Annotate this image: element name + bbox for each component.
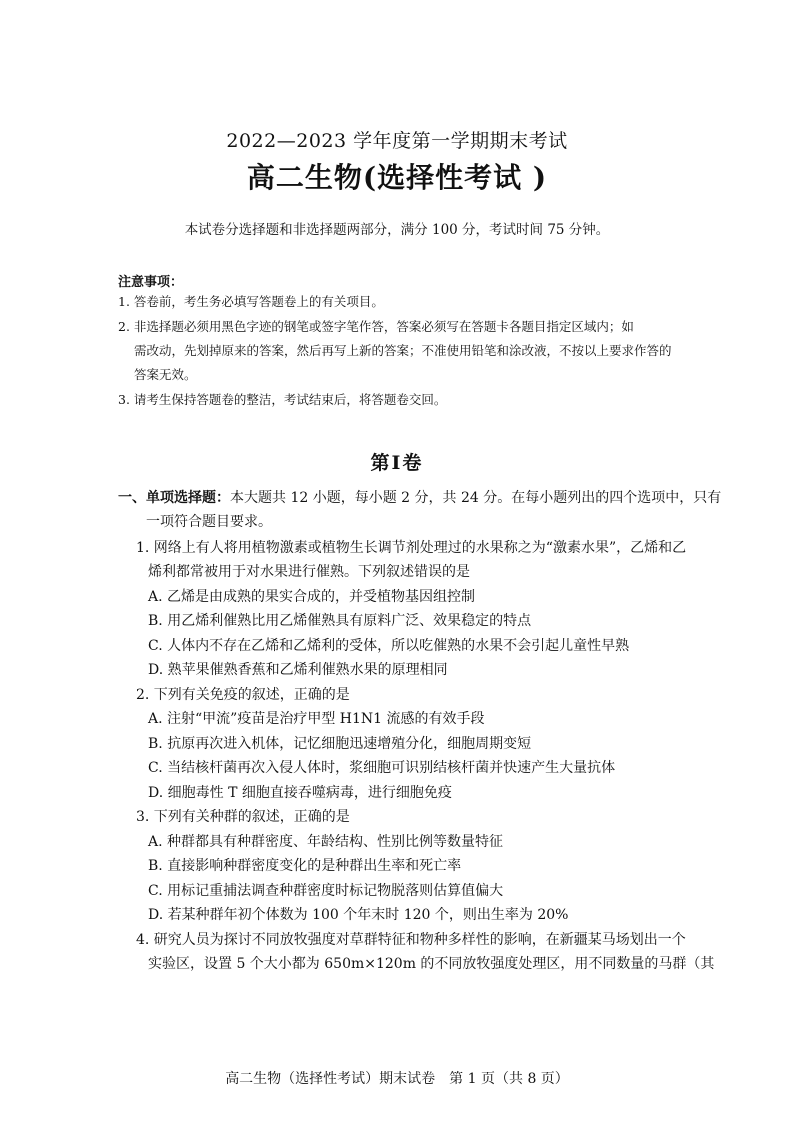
question-stem-cont: 实验区，设置 5 个大小都为 650m×120m 的不同放牧强度处理区，用不同数量的马群（其 [148, 956, 715, 972]
question-option: B. 直接影响种群密度变化的是种群出生率和死亡率 [148, 858, 462, 874]
question-option: B. 抗原再次进入机体，记忆细胞迅速增殖分化，细胞周期变短 [148, 736, 532, 752]
note-item: 1. 答卷前，考生务必填写答题卷上的有关项目。 [118, 294, 384, 309]
question-stem: 2. 下列有关免疫的叙述，正确的是 [136, 687, 350, 703]
notes-title: 注意事项： [118, 275, 184, 290]
exam-main-title: 高二生物(选择性考试 ) [246, 161, 548, 194]
page-footer: 高二生物（选择性考试）期末试卷 第 1 页（共 8 页） [225, 1071, 569, 1087]
question-option: C. 人体内不存在乙烯和乙烯利的受体，所以吃催熟的水果不会引起儿童性早熟 [148, 638, 630, 654]
question-stem-cont: 烯利都常被用于对水果进行催熟。下列叙述错误的是 [148, 564, 470, 580]
question-option: C. 当结核杆菌再次入侵人体时，浆细胞可识别结核杆菌并快速产生大量抗体 [148, 760, 616, 776]
section-title: 第Ⅰ卷 [370, 452, 424, 474]
exam-intro: 本试卷分选择题和非选择题两部分，满分 100 分，考试时间 75 分钟。 [184, 222, 610, 238]
section-heading-cont: 一项符合题目要求。 [146, 514, 272, 530]
question-option: A. 种群都具有种群密度、年龄结构、性别比例等数量特征 [148, 834, 504, 850]
question-stem: 3. 下列有关种群的叙述，正确的是 [136, 809, 350, 825]
question-option: D. 熟苹果催熟香蕉和乙烯利催熟水果的原理相同 [148, 662, 448, 678]
section-heading: 一、单项选择题：本大题共 12 小题，每小题 2 分，共 24 分。在每小题列出的四个选项中，只有 [118, 490, 722, 506]
question-option: A. 乙烯是由成熟的果实合成的，并受植物基因组控制 [148, 589, 476, 605]
question-stem: 4. 研究人员为探讨不同放牧强度对草群特征和物种多样性的影响，在新疆某马场划出一个 [136, 932, 686, 948]
question-option: A. 注射“甲流”疫苗是治疗甲型 H1N1 流感的有效手段 [148, 711, 485, 727]
note-item: 2. 非选择题必须用黑色字迹的钢笔或签字笔作答，答案必须写在答题卡各题目指定区域内；如 需改动，先划掉原来的答案，然后再写上新的答案；不准使用铅笔和涂改液，不按以上要求作答的答案无效。 [118, 319, 672, 382]
question-option: D. 若某种群年初个体数为 100 个年末时 120 个，则出生率为 20% [148, 907, 569, 923]
question-option: B. 用乙烯利催熟比用乙烯催熟具有原料广泛、效果稳定的特点 [148, 613, 532, 629]
note-item: 3. 请考生保持答题卷的整洁，考试结束后，将答题卷交回。 [118, 392, 447, 407]
question-option: C. 用标记重捕法调查种群密度时标记物脱落则估算值偏大 [148, 883, 504, 899]
question-stem: 1. 网络上有人将用植物激素或植物生长调节剂处理过的水果称之为“激素水果”，乙烯和乙 [136, 540, 687, 556]
exam-year-title: 2022—2023 学年度第一学期期末考试 [226, 130, 568, 152]
question-option: D. 细胞毒性 T 细胞直接吞噬病毒，进行细胞免疫 [148, 785, 452, 801]
